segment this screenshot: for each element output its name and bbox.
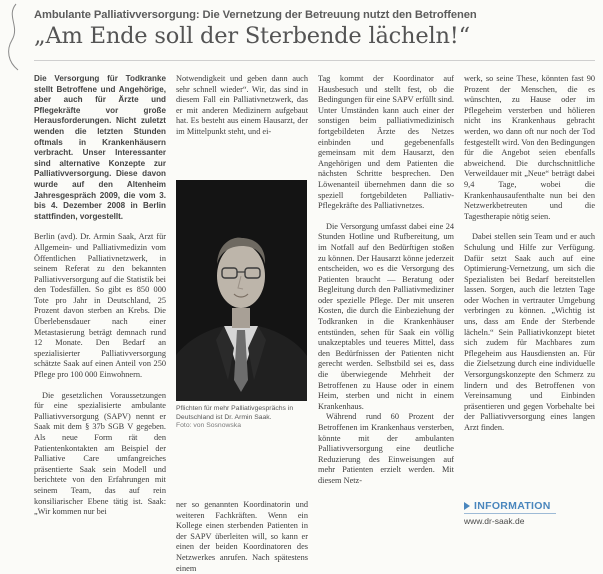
article-column-3 xyxy=(318,74,454,487)
information-underline xyxy=(464,513,556,514)
article-kicker: Ambulante Palliativversorgung: Die Vernetzung der Betreuung nutzt den Betroffenen xyxy=(34,9,477,21)
column-2-top-paragraph: Notwendigkeit und geben dann auch sehr schnell wieder“. Wir, das sind in diesem Fall ein Palliativnetzwerk, das er mit anderen Medizinern aufgebaut hat. Es besteht aus einem Hausarzt, der im Mittelpunkt steht, und ei- xyxy=(176,74,308,136)
portrait-photo xyxy=(176,180,307,401)
column-3-paragraph-2: Die Versorgung umfasst dabei eine 24 Stunden Hotline und Rufbereitung, um im Notfall auf den Bedürftigen stoßen zu können. Der Hausarzt könne jederzeit entscheiden, wo es die Versorgung des Patienten braucht — Beratung oder Begleitung durch den Palliativmediziner oder spezielle Pflege. Der mit unseren Kosten, die durch die Einbeziehung der Todkranken in die Krankenhäuser entstünden, sehen für Saak ein völlig unakzeptables und teueres Mittel, dass den Bedürfnissen der Patienten nicht gerecht werden. Selbstbild sei es, dass die überwiegende Mehrheit der Betroffenen zu Hause oder in einem Heim, sterben und nicht in einem Krankenhaus. xyxy=(318,221,454,411)
article-intro: Die Versorgung für Todkranke stellt Betroffene und Angehörige, aber auch für Ärzte und Pflegekräfte vor große Herausforderungen. Nicht zuletzt wenden die letzten Stunden oftmals in Krankenhäusern verbracht. Unser Interessanter sind alternative Konzepte zur Palliativversorgung. Diese davon wurde auf den Altenheim Jahresgespräch 2009, die vom 3. bis 4. Dezember 2008 in Berlin stattfinden, vorgestellt. xyxy=(34,74,166,221)
article-column-4 xyxy=(464,74,595,494)
website-link[interactable]: www.dr-saak.de xyxy=(464,516,525,526)
headline-divider xyxy=(34,60,595,61)
arrow-right-icon xyxy=(464,502,470,510)
column-4-paragraph-1: werk, so seine These, könnten fast 90 Prozent der Menschen, die es wünschten, zu Hause oder im Pflegeheim versterben und hölieren nicht ins Krankenhaus gebracht werden, wo dann oft nur noch der Tod festgestellt wird. Von den Bedingungen für die Angebot seien ebenfalls abweichend. Die durchschnittliche Verweildauer mit „Neue“ beträgt dabei 9,4 Tage, wobei die Krankenhausaufenthalte nun bei den Netzwerkbetreuten und die Tagestherapie nötig seien. xyxy=(464,74,595,221)
column-2-bottom-paragraph: ner so genannten Koordinatorin und weiteren Fachkräften. Wenn ein Kollege einen sterbenden Patienten in der SAPV überleiten will, so kann er einen der beiden Koordinatoren des Netzwerkes anrufen. Nach spätestens einem xyxy=(176,500,308,573)
column-1-paragraph-1: Berlin (avd). Dr. Armin Saak, Arzt für Allgemein- und Palliativmedizin vom Öffentlichen Palliativnetzwerk, in seinem Referat zu den bekannten Palliativversorgung auf die Statistik bei den Todesfällen. So gibt es 850 000 Tote pro Jahr in Deutschland, 25 Prozent davon sterben an Krebs. Die Überlebensdauer nach einer Metastasierung beträgt demnach rund 12 Monate. Den Bedarf an spezialisierter Palliativversorgung schätzte Saak auf einen Anteil von 250 Pflege pro 100 000 Einwohnern. xyxy=(34,232,166,380)
information-heading xyxy=(464,500,595,512)
column-4-paragraph-2: Dabei stellen sein Team und er auch Schulung und Hilfe zur Verfügung. Dafür setzt Saak auch auf eine Optimierung-Vernetzung, um sich die Spezialisten bei Bedarf bereitstellen lassen. Sorgen, auch die letzten Tage oder Wochen in vertrauter Umgebung verbringen zu können. „Wichtig ist uns, dass am Ende der Sterbende lächeln.“ Sein Palliativkonzept bietet sich zudem für Machbares zum Pflegeheim aus Hausdiensten an. Für die Zielsetzung durch eine individuelle Versorgungskonzepte den Schmerz zu lindern und des Betroffenen von Vereinsamung und Einbinden präsentieren und gegen Vorbehalte bei der Palliativversorgung eines langen Arzt finden. xyxy=(464,232,595,432)
article-column-2-top xyxy=(176,74,308,174)
photo-caption-text: Pflichten für mehr Palliativgesprächs in Deutschland ist Dr. Armin Saak. xyxy=(176,405,294,421)
article-column-1 xyxy=(34,74,166,518)
article-column-2-bottom xyxy=(176,500,308,573)
information-box xyxy=(464,500,595,530)
information-title: INFORMATION xyxy=(474,500,551,512)
photo-credit: Foto: von Sosnowska xyxy=(176,422,241,430)
photo-caption xyxy=(176,405,312,431)
decorative-curl-ornament xyxy=(2,2,24,72)
column-3-paragraph-3: Während rund 60 Prozent der Betroffenen im Krankenhaus versterben, könnte mit der ambulanten Palliativversorgung eine deutliche Reduzierung des Einweisungen auf mehr Patienten erzielt werden. Mit diesem Netz- xyxy=(318,412,454,485)
portrait-man-image xyxy=(176,180,307,401)
article-headline: „Am Ende soll der Sterbende lächeln!“ xyxy=(34,23,470,49)
column-3-paragraph-1: Tag kommt der Koordinator auf Hausbesuch und stellt fest, ob die Bedingungen für eine SAPV erfüllt sind. Unter Umständen kann auch einer der sonstigen beim palliativmedizinisch fortgebildeten Ärzte des Netzes einbinden und gegebenenfalls gemeinsam mit dem Hausarzt, den Angehörigen und dem Patienten die nächsten Schritte besprechen. Den Löwenanteil übernehmen dann die so speziell fortgebildeten Palliativ-Pflegekräfte des Palliativnetzes. xyxy=(318,74,454,211)
column-1-paragraph-2: Die gesetzlichen Voraussetzungen für eine spezialisierte ambulante Palliativversorgung (SAPV) nennt er Saak mit dem § 37b SGB V gegeben. Als neue Form rät den Patientenkontakten am Beispiel der Palliative Care umfangreiches präsentierte Saak sein Modell und berichtete von den Erfahrungen mit seinem Team, das auf rein konsiliarischer Ebene tätig ist. Saak: „Wir kommen nur bei xyxy=(34,390,166,517)
